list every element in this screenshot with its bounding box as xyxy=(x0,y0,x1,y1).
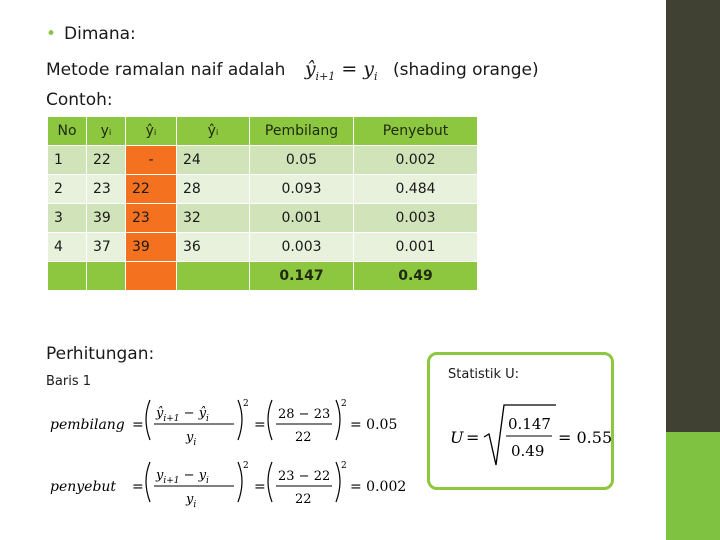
equals-sign: = xyxy=(254,417,266,433)
cell-y: 23 xyxy=(87,175,126,204)
pembilang-fraction-den: $y_i$ xyxy=(186,430,197,448)
header-no: No xyxy=(48,117,87,146)
total-penyebut: 0.49 xyxy=(354,262,478,291)
equals-sign: = xyxy=(254,479,266,495)
naive-formula: $ŷ_{i+1} = y_i$ xyxy=(304,58,378,83)
header-penyebut: Penyebut xyxy=(354,117,478,146)
total-cell-empty xyxy=(87,262,126,291)
definition-line xyxy=(46,58,539,83)
header-y: yᵢ xyxy=(87,117,126,146)
statistic-title: Statistik U: xyxy=(448,367,520,382)
paren-left xyxy=(146,462,150,502)
statistic-symbol: U xyxy=(450,428,464,447)
definition-text: Metode ramalan naif adalah xyxy=(46,60,286,80)
pembilang-result: = 0.05 xyxy=(350,417,398,433)
cell-yhat-2: 24 xyxy=(177,146,250,175)
table-row xyxy=(48,175,478,204)
equals-sign: = xyxy=(132,479,144,495)
paren-left xyxy=(146,400,150,440)
bullet-line xyxy=(46,24,136,44)
cell-yhat-2: 32 xyxy=(177,204,250,233)
statistic-formula xyxy=(444,385,613,475)
table-header-row xyxy=(48,117,478,146)
cell-pembilang: 0.003 xyxy=(250,233,354,262)
statistic-box xyxy=(427,352,614,490)
pembilang-numbers: 28 − 23 xyxy=(278,407,331,422)
paren-left xyxy=(268,462,272,502)
cell-yhat-2: 36 xyxy=(177,233,250,262)
cell-penyebut: 0.001 xyxy=(354,233,478,262)
paren-right xyxy=(336,462,340,502)
cell-no: 2 xyxy=(48,175,87,204)
pembilang-fraction-num: $ŷ_{i+1}$ − $ŷ_i$ xyxy=(156,406,209,424)
row-formulas xyxy=(46,394,406,520)
equals-sign: = xyxy=(466,428,480,447)
penyebut-denominator: 22 xyxy=(295,492,312,507)
paren-left xyxy=(268,400,272,440)
cell-pembilang: 0.001 xyxy=(250,204,354,233)
exponent: 2 xyxy=(341,461,347,471)
cell-penyebut: 0.002 xyxy=(354,146,478,175)
cell-y: 37 xyxy=(87,233,126,262)
cell-y: 39 xyxy=(87,204,126,233)
cell-no: 3 xyxy=(48,204,87,233)
exponent: 2 xyxy=(243,461,249,471)
paren-right xyxy=(336,400,340,440)
cell-yhat: 22 xyxy=(126,175,177,204)
penyebut-numbers: 23 − 22 xyxy=(278,469,331,484)
equals-sign: = xyxy=(132,417,144,433)
cell-y: 22 xyxy=(87,146,126,175)
pembilang-label: pembilang xyxy=(50,417,125,433)
exponent: 2 xyxy=(341,399,347,409)
header-pembilang: Pembilang xyxy=(250,117,354,146)
statistic-numerator: 0.147 xyxy=(508,415,551,433)
penyebut-formula xyxy=(50,461,406,510)
cell-no: 4 xyxy=(48,233,87,262)
penyebut-result: = 0.002 xyxy=(350,479,407,495)
total-cell-empty xyxy=(177,262,250,291)
exponent: 2 xyxy=(243,399,249,409)
pembilang-denominator: 22 xyxy=(295,430,312,445)
pembilang-formula xyxy=(50,399,397,448)
penyebut-label: penyebut xyxy=(50,479,117,495)
cell-pembilang: 0.093 xyxy=(250,175,354,204)
cell-penyebut: 0.484 xyxy=(354,175,478,204)
cell-yhat: - xyxy=(126,146,177,175)
row-label: Baris 1 xyxy=(46,374,92,389)
penyebut-fraction-num: $y_{i+1} - y_i$ xyxy=(156,468,209,486)
cell-yhat-2: 28 xyxy=(177,175,250,204)
table-row xyxy=(48,146,478,175)
total-cell-empty xyxy=(126,262,177,291)
total-pembilang: 0.147 xyxy=(250,262,354,291)
paren-right xyxy=(238,462,242,502)
total-cell-empty xyxy=(48,262,87,291)
sidebar-green-accent xyxy=(666,432,720,540)
table-total-row xyxy=(48,262,478,291)
example-label: Contoh: xyxy=(46,90,113,110)
statistic-denominator: 0.49 xyxy=(511,442,545,460)
cell-penyebut: 0.003 xyxy=(354,204,478,233)
forecast-table xyxy=(48,117,478,291)
bullet-icon: • xyxy=(46,24,57,44)
table-row xyxy=(48,204,478,233)
header-yhat-2: ŷᵢ xyxy=(177,117,250,146)
cell-no: 1 xyxy=(48,146,87,175)
paren-right xyxy=(238,400,242,440)
calculation-title: Perhitungan: xyxy=(46,344,155,364)
cell-pembilang: 0.05 xyxy=(250,146,354,175)
penyebut-fraction-den: $y_i$ xyxy=(186,492,197,510)
cell-yhat: 39 xyxy=(126,233,177,262)
table-row xyxy=(48,233,478,262)
statistic-result: = 0.55 xyxy=(558,428,613,447)
cell-yhat: 23 xyxy=(126,204,177,233)
shading-note: (shading orange) xyxy=(392,60,539,80)
bullet-text: Dimana: xyxy=(64,24,136,44)
header-yhat: ŷᵢ xyxy=(126,117,177,146)
